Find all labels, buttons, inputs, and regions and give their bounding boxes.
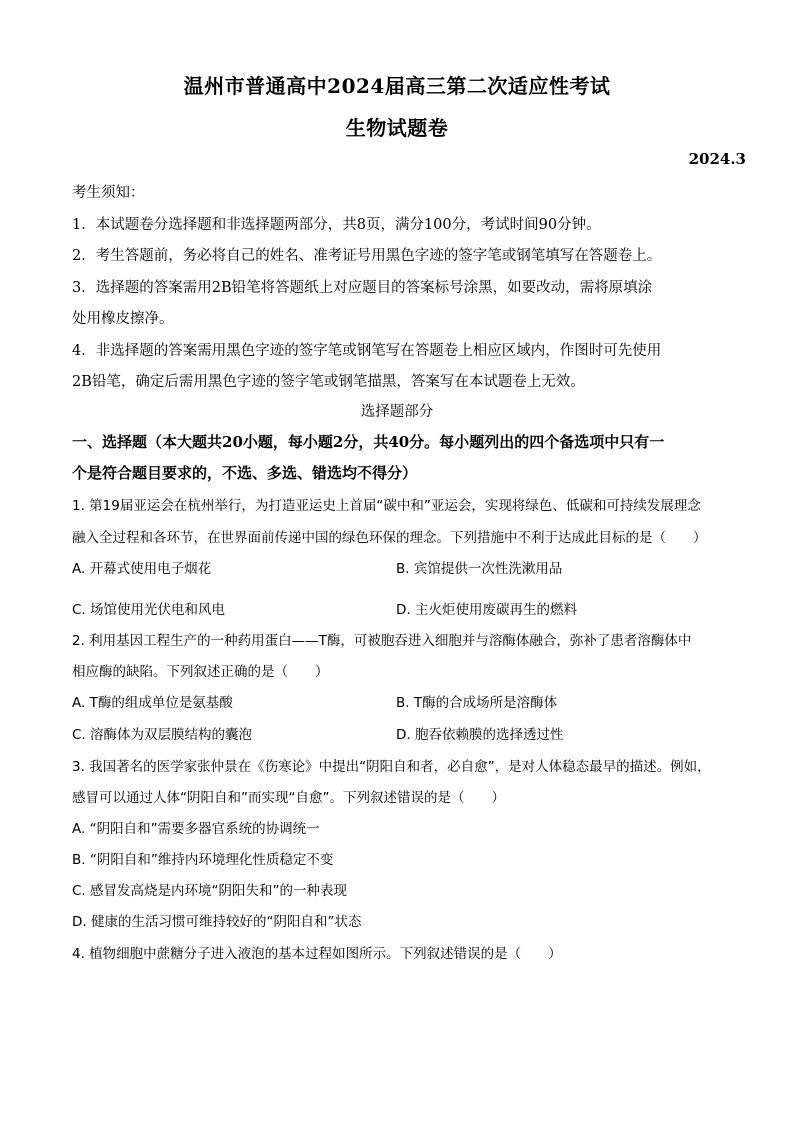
exam-title: 温州市普通高中2024届高三第二次适应性考试 [183,74,611,98]
question-1-option-d: D. 主火炬使用废碳再生的燃料 [396,602,577,618]
question-2-option-a: A. T酶的组成单位是氨基酸 [72,695,233,711]
question-3-option-a: A. “阴阳自和”需要多器官系统的协调统一 [72,821,320,837]
question-2-option-c: C. 溶酶体为双层膜结构的囊泡 [72,727,253,743]
section-heading-line-2: 个是符合题目要求的，不选、多选、错选均不得分） [72,464,418,482]
section-heading-line-1: 一、选择题（本大题共20小题，每小题2分，共40分。每小题列出的四个备选项中只有一 [72,433,665,451]
question-3-option-b: B. “阴阳自和”维持内环境理化性质稳定不变 [72,852,334,868]
question-1-option-c: C. 场馆使用光伏电和风电 [72,602,226,618]
section-title: 选择题部分 [360,404,434,420]
question-2-line-2: 相应酶的缺陷。下列叙述正确的是（ ） [72,664,329,680]
question-2-option-d: D. 胞吞依赖膜的选择透过性 [396,727,564,743]
notice-line-1: 1．本试题卷分选择题和非选择题两部分，共8页，满分100分，考试时间90分钟。 [72,217,601,233]
question-1-line-2: 融入全过程和各环节，在世界面前传递中国的绿色环保的理念。下列措施中不利于达成此目标的是（ ） [72,530,707,546]
exam-subtitle: 生物试题卷 [345,116,449,140]
question-3-option-c: C. 感冒发高烧是内环境“阴阳失和”的一种表现 [72,883,347,899]
notice-line-3-cont: 处用橡皮擦净。 [72,311,174,327]
question-1-option-a: A. 开幕式使用电子烟花 [72,561,212,577]
question-4-line-1: 4. 植物细胞中蔗糖分子进入液泡的基本过程如图所示。下列叙述错误的是（ ） [72,946,562,962]
question-2-line-1: 2. 利用基因工程生产的一种药用蛋白——T酶，可被胞吞进入细胞并与溶酶体融合，弥补了患者溶酶体中 [72,633,692,649]
question-3-line-2: 感冒可以通过人体“阴阳自和”而实现“自愈”。下列叙述错误的是（ ） [72,790,505,806]
notice-line-4-cont: 2B铅笔，确定后需用黑色字迹的签字笔或钢笔描黑，答案写在本试题卷上无效。 [72,374,585,390]
notice-line-3: 3．选择题的答案需用2B铅笔将答题纸上对应题目的答案标号涂黑，如要改动，需将原填涂 [72,280,653,296]
question-1-option-b: B. 宾馆提供一次性洗漱用品 [396,561,563,577]
question-2-option-b: B. T酶的合成场所是溶酶体 [396,695,558,711]
notice-line-2: 2．考生答题前，务必将自己的姓名、准考证号用黑色字迹的签字笔或钢笔填写在答题卷上。 [72,248,662,264]
question-3-option-d: D. 健康的生活习惯可维持较好的“阴阳自和”状态 [72,914,362,930]
question-1-line-1: 1. 第19届亚运会在杭州举行，为打造亚运史上首届“碳中和”亚运会，实现将绿色、低碳和可持续发展理念 [72,498,701,514]
notice-heading: 考生须知： [72,185,145,201]
exam-date: 2024.3 [688,150,746,168]
notice-line-4: 4．非选择题的答案需用黑色字迹的签字笔或钢笔写在答题卷上相应区域内，作图时可先使用 [72,343,662,359]
question-3-line-1: 3. 我国著名的医学家张仲景在《伤寒论》中提出“阴阳自和者，必自愈”，是对人体稳态最早的描述。例如， [72,759,711,775]
